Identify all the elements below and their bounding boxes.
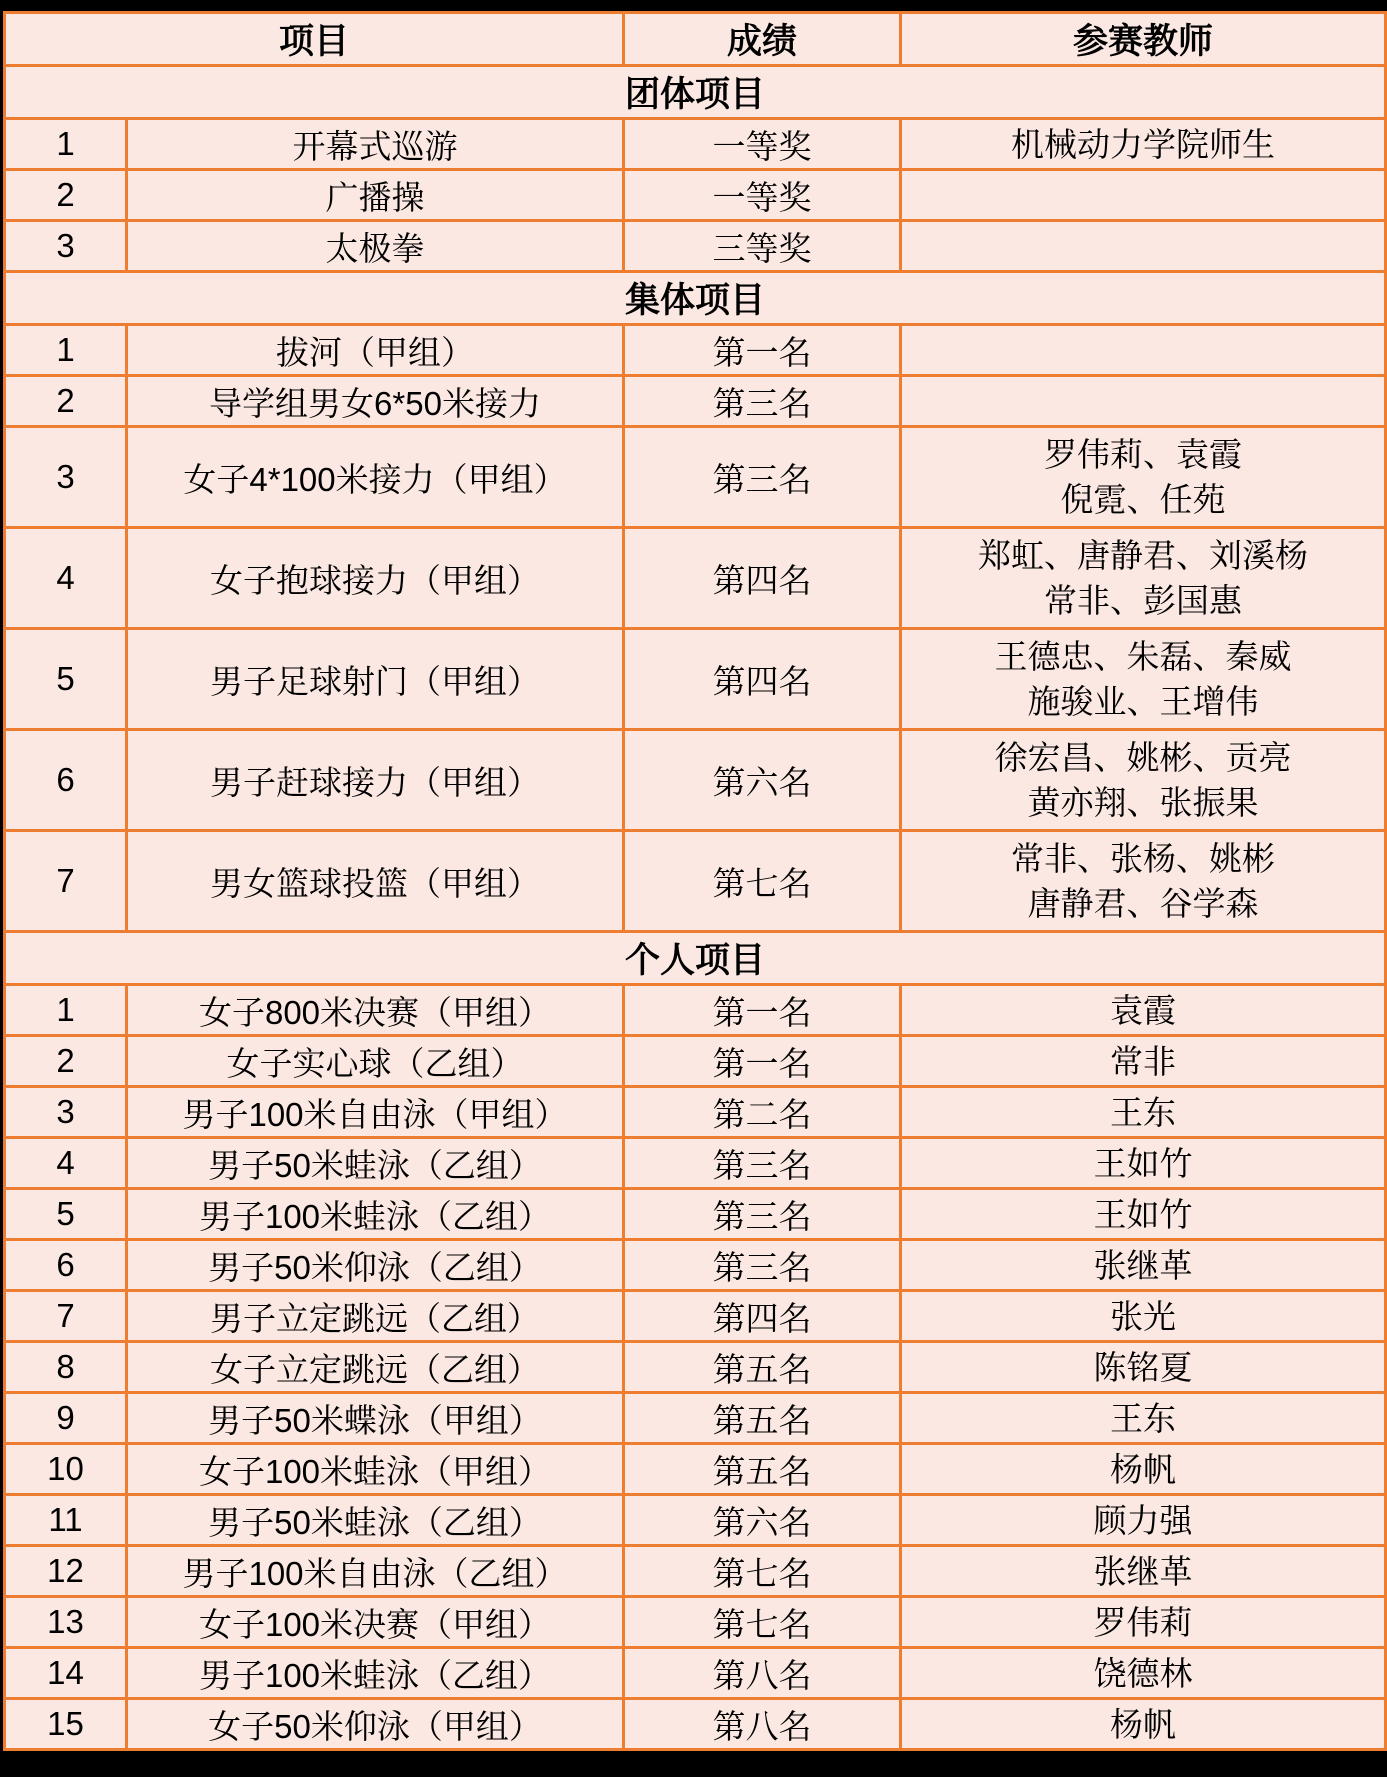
teacher-cell	[901, 1495, 1386, 1546]
event-cell: 男子50米蛙泳（乙组）	[127, 1495, 624, 1546]
row-number-cell: 5	[5, 629, 127, 730]
teacher-name-line: 罗伟莉	[1093, 1603, 1193, 1641]
event-cell: 男子100米自由泳（乙组）	[127, 1546, 624, 1597]
teacher-name-line: 王东	[1110, 1399, 1177, 1437]
teacher-cell	[901, 376, 1386, 427]
teacher-cell	[901, 427, 1386, 528]
teacher-name-line: 唐静君、谷学森	[1027, 885, 1259, 922]
result-cell: 第二名	[624, 1087, 901, 1138]
teacher-name-line: 王东	[1110, 1093, 1177, 1131]
teacher-name-line: 郑虹、唐静君、刘溪杨	[978, 537, 1309, 574]
table-row	[5, 1393, 1386, 1444]
table-body	[5, 66, 1386, 1750]
result-cell: 第四名	[624, 528, 901, 629]
event-cell: 女子4*100米接力（甲组）	[127, 427, 624, 528]
row-number-cell: 12	[5, 1546, 127, 1597]
table-row	[5, 985, 1386, 1036]
row-number-cell: 15	[5, 1699, 127, 1750]
results-table	[3, 11, 1387, 1751]
teacher-name-line: 杨帆	[1110, 1705, 1177, 1743]
event-cell: 男子50米蝶泳（甲组）	[127, 1393, 624, 1444]
row-number-cell: 6	[5, 1240, 127, 1291]
table-row	[5, 1291, 1386, 1342]
table-header-row	[5, 13, 1386, 66]
event-cell: 广播操	[127, 170, 624, 221]
result-cell: 第七名	[624, 1597, 901, 1648]
result-cell: 第六名	[624, 730, 901, 831]
event-cell: 男子100米自由泳（甲组）	[127, 1087, 624, 1138]
section-title-row	[5, 66, 1386, 119]
row-number-cell: 2	[5, 1036, 127, 1087]
row-number-cell: 5	[5, 1189, 127, 1240]
teacher-cell	[901, 170, 1386, 221]
column-header-teacher: 参赛教师	[901, 13, 1386, 66]
section-title-row	[5, 932, 1386, 985]
table-row	[5, 730, 1386, 831]
table-row	[5, 1597, 1386, 1648]
event-cell: 拔河（甲组）	[127, 325, 624, 376]
teacher-cell	[901, 1291, 1386, 1342]
table-row	[5, 221, 1386, 272]
row-number-cell: 1	[5, 119, 127, 170]
teacher-cell	[901, 1699, 1386, 1750]
result-cell: 第三名	[624, 1189, 901, 1240]
event-cell: 女子50米仰泳（甲组）	[127, 1699, 624, 1750]
column-header-event: 项目	[5, 13, 624, 66]
teacher-name-line: 常非、张杨、姚彬	[1011, 840, 1276, 877]
teacher-name-line: 张继革	[1093, 1246, 1193, 1284]
teacher-cell	[901, 1087, 1386, 1138]
event-cell: 男子100米蛙泳（乙组）	[127, 1648, 624, 1699]
row-number-cell: 3	[5, 221, 127, 272]
result-cell: 第三名	[624, 1240, 901, 1291]
table-row	[5, 1036, 1386, 1087]
column-header-result: 成绩	[624, 13, 901, 66]
result-cell: 第四名	[624, 629, 901, 730]
teacher-name-line: 王德忠、朱磊、秦威	[994, 638, 1292, 675]
table-row	[5, 119, 1386, 170]
section-title: 集体项目	[5, 272, 1386, 325]
teacher-name-line: 常非	[1110, 1042, 1177, 1080]
row-number-cell: 1	[5, 985, 127, 1036]
teacher-name-line: 机械动力学院师生	[1011, 125, 1276, 163]
teacher-cell	[901, 1240, 1386, 1291]
section-title: 团体项目	[5, 66, 1386, 119]
teacher-name-line: 顾力强	[1093, 1501, 1193, 1539]
result-cell: 一等奖	[624, 170, 901, 221]
result-cell: 第一名	[624, 1036, 901, 1087]
table-row	[5, 1699, 1386, 1750]
row-number-cell: 4	[5, 1138, 127, 1189]
table-row	[5, 376, 1386, 427]
row-number-cell: 6	[5, 730, 127, 831]
result-cell: 第三名	[624, 427, 901, 528]
event-cell: 女子实心球（乙组）	[127, 1036, 624, 1087]
table-row	[5, 1240, 1386, 1291]
section-title: 个人项目	[5, 932, 1386, 985]
teacher-cell	[901, 730, 1386, 831]
table-row	[5, 629, 1386, 730]
result-cell: 第八名	[624, 1648, 901, 1699]
table-row	[5, 831, 1386, 932]
teacher-cell	[901, 1138, 1386, 1189]
row-number-cell: 13	[5, 1597, 127, 1648]
teacher-name-line: 罗伟莉、袁霞	[1044, 436, 1243, 473]
event-cell: 女子100米蛙泳（甲组）	[127, 1444, 624, 1495]
teacher-cell	[901, 1036, 1386, 1087]
result-cell: 第四名	[624, 1291, 901, 1342]
table-row	[5, 1546, 1386, 1597]
result-cell: 第一名	[624, 985, 901, 1036]
event-cell: 导学组男女6*50米接力	[127, 376, 624, 427]
row-number-cell: 7	[5, 831, 127, 932]
row-number-cell: 2	[5, 170, 127, 221]
teacher-name-line: 杨帆	[1110, 1450, 1177, 1488]
teacher-cell	[901, 1189, 1386, 1240]
row-number-cell: 9	[5, 1393, 127, 1444]
event-cell: 开幕式巡游	[127, 119, 624, 170]
teacher-cell	[901, 528, 1386, 629]
event-cell: 男子50米蛙泳（乙组）	[127, 1138, 624, 1189]
teacher-cell	[901, 221, 1386, 272]
teacher-cell	[901, 1444, 1386, 1495]
teacher-name-line: 徐宏昌、姚彬、贡亮	[994, 739, 1292, 776]
table-row	[5, 170, 1386, 221]
table-row	[5, 1495, 1386, 1546]
row-number-cell: 10	[5, 1444, 127, 1495]
event-cell: 女子800米决赛（甲组）	[127, 985, 624, 1036]
teacher-cell	[901, 1342, 1386, 1393]
row-number-cell: 7	[5, 1291, 127, 1342]
row-number-cell: 3	[5, 427, 127, 528]
result-cell: 第一名	[624, 325, 901, 376]
teacher-cell	[901, 1393, 1386, 1444]
teacher-cell	[901, 119, 1386, 170]
table-row	[5, 1342, 1386, 1393]
row-number-cell: 3	[5, 1087, 127, 1138]
teacher-cell	[901, 831, 1386, 932]
teacher-cell	[901, 1546, 1386, 1597]
table-row	[5, 1444, 1386, 1495]
table-row	[5, 1648, 1386, 1699]
table-row	[5, 427, 1386, 528]
teacher-name-line: 张继革	[1093, 1552, 1193, 1590]
result-cell: 第八名	[624, 1699, 901, 1750]
table-row	[5, 1189, 1386, 1240]
event-cell: 女子立定跳远（乙组）	[127, 1342, 624, 1393]
result-cell: 一等奖	[624, 119, 901, 170]
teacher-cell	[901, 629, 1386, 730]
result-cell: 第三名	[624, 1138, 901, 1189]
event-cell: 男子足球射门（甲组）	[127, 629, 624, 730]
result-cell: 三等奖	[624, 221, 901, 272]
table-row	[5, 528, 1386, 629]
teacher-name-line: 倪霓、任苑	[1060, 481, 1226, 518]
event-cell: 男子100米蛙泳（乙组）	[127, 1189, 624, 1240]
teacher-name-line: 袁霞	[1110, 991, 1177, 1029]
event-cell: 太极拳	[127, 221, 624, 272]
row-number-cell: 1	[5, 325, 127, 376]
teacher-cell	[901, 1648, 1386, 1699]
row-number-cell: 4	[5, 528, 127, 629]
event-cell: 女子抱球接力（甲组）	[127, 528, 624, 629]
row-number-cell: 14	[5, 1648, 127, 1699]
row-number-cell: 8	[5, 1342, 127, 1393]
event-cell: 女子100米决赛（甲组）	[127, 1597, 624, 1648]
result-cell: 第六名	[624, 1495, 901, 1546]
result-cell: 第五名	[624, 1342, 901, 1393]
teacher-name-line: 陈铭夏	[1093, 1348, 1193, 1386]
table-row	[5, 1138, 1386, 1189]
event-cell: 男子赶球接力（甲组）	[127, 730, 624, 831]
table-row	[5, 1087, 1386, 1138]
teacher-name-line: 王如竹	[1093, 1144, 1193, 1182]
teacher-name-line: 常非、彭国惠	[1044, 582, 1243, 619]
teacher-name-line: 黄亦翔、张振果	[1027, 784, 1259, 821]
teacher-cell	[901, 985, 1386, 1036]
teacher-name-line: 饶德林	[1093, 1654, 1193, 1692]
result-cell: 第五名	[624, 1393, 901, 1444]
row-number-cell: 11	[5, 1495, 127, 1546]
event-cell: 男女篮球投篮（甲组）	[127, 831, 624, 932]
result-cell: 第七名	[624, 1546, 901, 1597]
result-cell: 第三名	[624, 376, 901, 427]
teacher-cell	[901, 325, 1386, 376]
teacher-name-line: 施骏业、王增伟	[1027, 683, 1259, 720]
result-cell: 第五名	[624, 1444, 901, 1495]
section-title-row	[5, 272, 1386, 325]
teacher-name-line: 张光	[1110, 1297, 1177, 1335]
table-row	[5, 325, 1386, 376]
teacher-name-line: 王如竹	[1093, 1195, 1193, 1233]
event-cell: 男子立定跳远（乙组）	[127, 1291, 624, 1342]
teacher-cell	[901, 1597, 1386, 1648]
event-cell: 男子50米仰泳（乙组）	[127, 1240, 624, 1291]
row-number-cell: 2	[5, 376, 127, 427]
result-cell: 第七名	[624, 831, 901, 932]
